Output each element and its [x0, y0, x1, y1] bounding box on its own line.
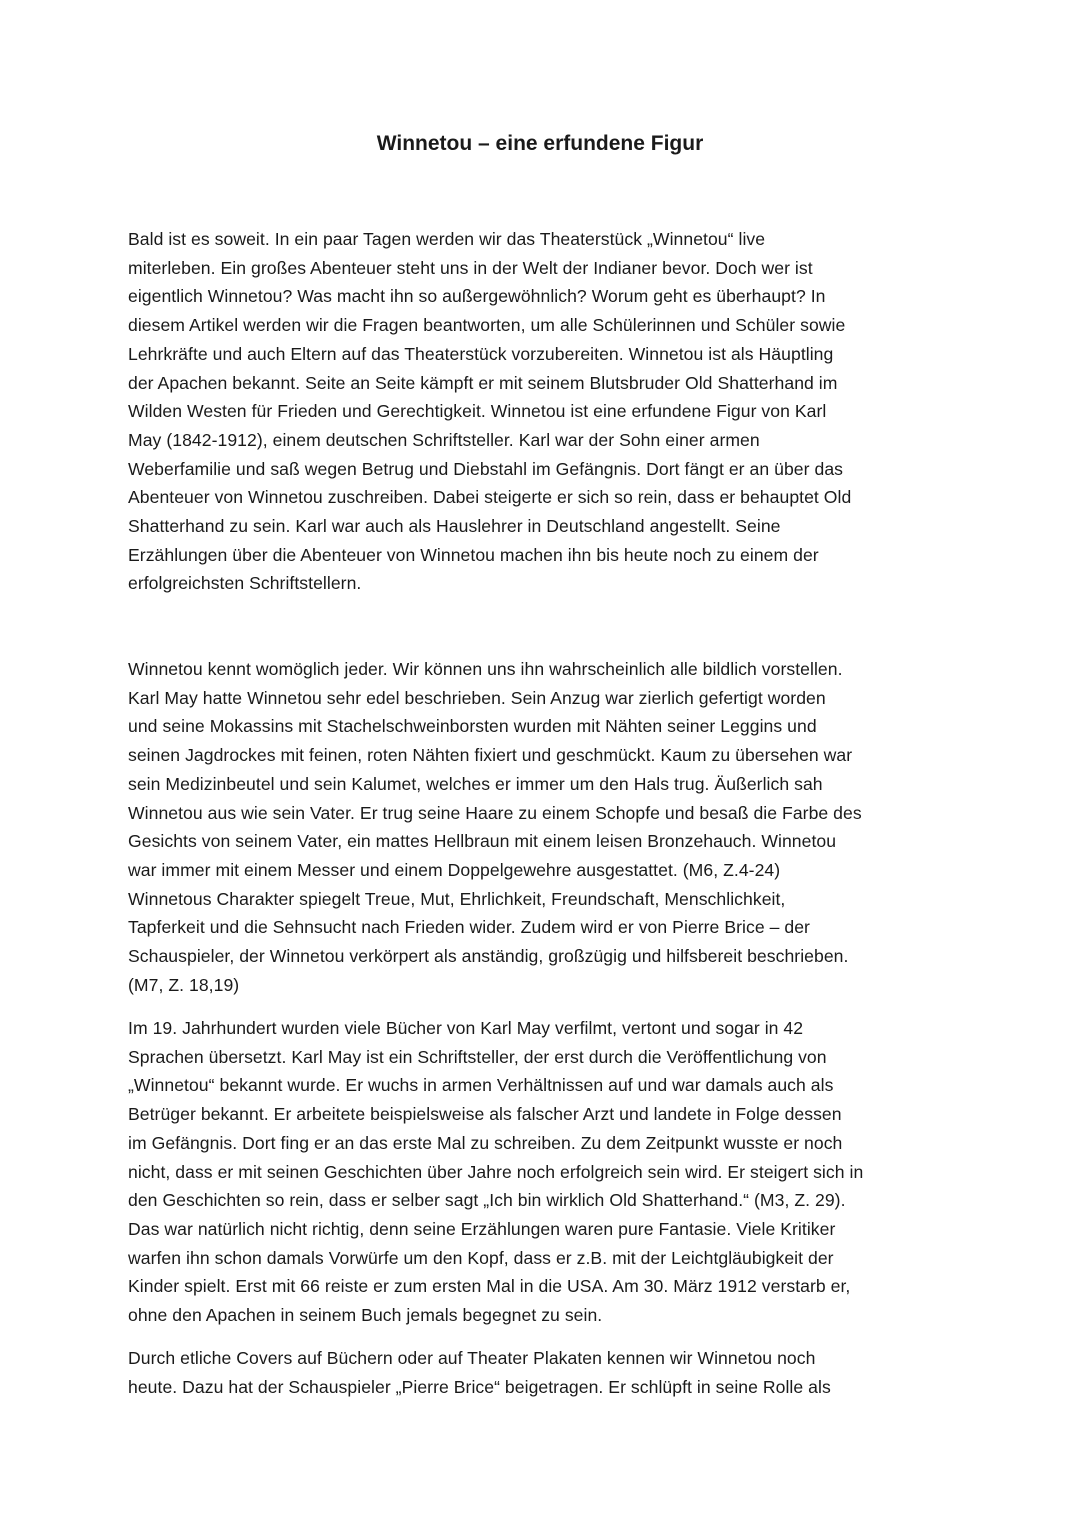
text-line: Winnetou kennt womöglich jeder. Wir können uns ihn wahrscheinlich alle bildlich vorstellen.	[128, 659, 843, 679]
text-line: Bald ist es soweit. In ein paar Tagen werden wir das Theaterstück „Winnetou“ live	[128, 229, 766, 249]
text-line: den Geschichten so rein, dass er selber sagt „Ich bin wirklich Old Shatterhand.“ (M3, Z. 29).	[128, 1190, 846, 1211]
text-line: Wilden Westen für Frieden und Gerechtigkeit. Winnetou ist eine erfundene Figur von Karl	[128, 401, 827, 422]
text-line: miterleben. Ein großes Abenteuer steht uns in der Welt der Indianer bevor. Doch wer ist	[128, 257, 813, 278]
text-line: ohne den Apachen in seinem Buch jemals begegnet zu sein.	[128, 1305, 603, 1326]
text-line: Winnetous Charakter spiegelt Treue, Mut, Ehrlichkeit, Freundschaft, Menschlichkeit,	[128, 888, 786, 909]
text-line: der Apachen bekannt. Seite an Seite kämpft er mit seinem Blutsbruder Old Shatterhand im	[128, 372, 838, 393]
paragraph-intro	[128, 225, 958, 598]
text-line: diesem Artikel werden wir die Fragen beantworten, um alle Schülerinnen und Schüler sowie	[128, 315, 846, 336]
text-line: Betrüger bekannt. Er arbeitete beispielsweise als falscher Arzt und landete in Folge dessen	[128, 1104, 842, 1125]
text-line: Winnetou aus wie sein Vater. Er trug seine Haare zu einem Schopfe und besaß die Farbe des	[128, 802, 862, 823]
text-line: Weberfamilie und saß wegen Betrug und Diebstahl im Gefängnis. Dort fängt er an über das	[128, 458, 844, 479]
text-line: heute. Dazu hat der Schauspieler „Pierre Brice“ beigetragen. Er schlüpft in seine Rolle als	[128, 1376, 831, 1397]
text-line: Tapferkeit und die Sehnsucht nach Frieden wider. Zudem wird er von Pierre Brice – der	[128, 917, 810, 938]
paragraph-appearance	[128, 655, 958, 999]
text-line: Shatterhand zu sein. Karl war auch als Hauslehrer in Deutschland angestellt. Seine	[128, 516, 781, 537]
text-line: warfen ihn schon damals Vorwürfe um den Kopf, dass er z.B. mit der Leichtgläubigkeit der	[128, 1247, 834, 1268]
text-line: seinen Jagdrockes mit feinen, roten Nähten fixiert und geschmückt. Kaum zu übersehen war	[128, 745, 853, 766]
document-title: Winnetou – eine erfundene Figur	[376, 132, 704, 155]
text-line: Erzählungen über die Abenteuer von Winnetou machen ihn bis heute noch zu einem der	[128, 544, 819, 565]
text-line: nicht, dass er mit seinen Geschichten über Jahre noch erfolgreich sein wird. Er steigert sich in	[128, 1161, 864, 1182]
text-line: Schauspieler, der Winnetou verkörpert als anständig, großzügig und hilfsbereit beschrieben.	[128, 946, 849, 967]
text-line: Gesichts von seinem Vater, ein mattes Hellbraun mit einem leisen Bronzehauch. Winnetou	[128, 831, 837, 852]
text-line: erfolgreichsten Schriftstellern.	[128, 573, 362, 594]
text-line: im Gefängnis. Dort fing er an das erste Mal zu schreiben. Zu dem Zeitpunkt wusste er noch	[128, 1132, 843, 1153]
text-line: Abenteuer von Winnetou zuschreiben. Dabei steigerte er sich so rein, dass er behauptet Old	[128, 487, 852, 508]
text-line: Kinder spielt. Erst mit 66 reiste er zum ersten Mal in die USA. Am 30. März 1912 verstarb er,	[128, 1276, 851, 1297]
text-line: eigentlich Winnetou? Was macht ihn so außergewöhnlich? Worum geht es überhaupt? In	[128, 286, 826, 307]
text-line: Karl May hatte Winnetou sehr edel beschrieben. Sein Anzug war zierlich gefertigt worden	[128, 687, 826, 708]
text-line: Im 19. Jahrhundert wurden viele Bücher von Karl May verfilmt, vertont und sogar in 42	[128, 1018, 804, 1038]
text-line: „Winnetou“ bekannt wurde. Er wuchs in armen Verhältnissen auf und war damals auch als	[128, 1075, 834, 1096]
text-line: Das war natürlich nicht richtig, denn seine Erzählungen waren pure Fantasie. Viele Kritiker	[128, 1218, 836, 1239]
paragraph-pierre-brice	[128, 1344, 958, 1401]
text-line: (M7, Z. 18,19)	[128, 974, 240, 995]
text-line: sein Medizinbeutel und sein Kalumet, welches er immer um den Hals trug. Äußerlich sah	[128, 773, 823, 794]
text-line: Sprachen übersetzt. Karl May ist ein Schriftsteller, der erst durch die Veröffentlichung von	[128, 1046, 827, 1067]
text-line: May (1842-1912), einem deutschen Schriftsteller. Karl war der Sohn einer armen	[128, 429, 760, 450]
text-line: Lehrkräfte und auch Eltern auf das Theaterstück vorzubereiten. Winnetou ist als Häuptling	[128, 343, 834, 364]
text-line: Durch etliche Covers auf Büchern oder auf Theater Plakaten kennen wir Winnetou noch	[128, 1348, 816, 1368]
text-line: und seine Mokassins mit Stachelschweinborsten wurden mit Nähten seiner Leggins und	[128, 716, 817, 737]
text-line: war immer mit einem Messer und einem Doppelgewehre ausgestattet. (M6, Z.4-24)	[128, 859, 781, 880]
paragraph-karl-may	[128, 1014, 958, 1330]
